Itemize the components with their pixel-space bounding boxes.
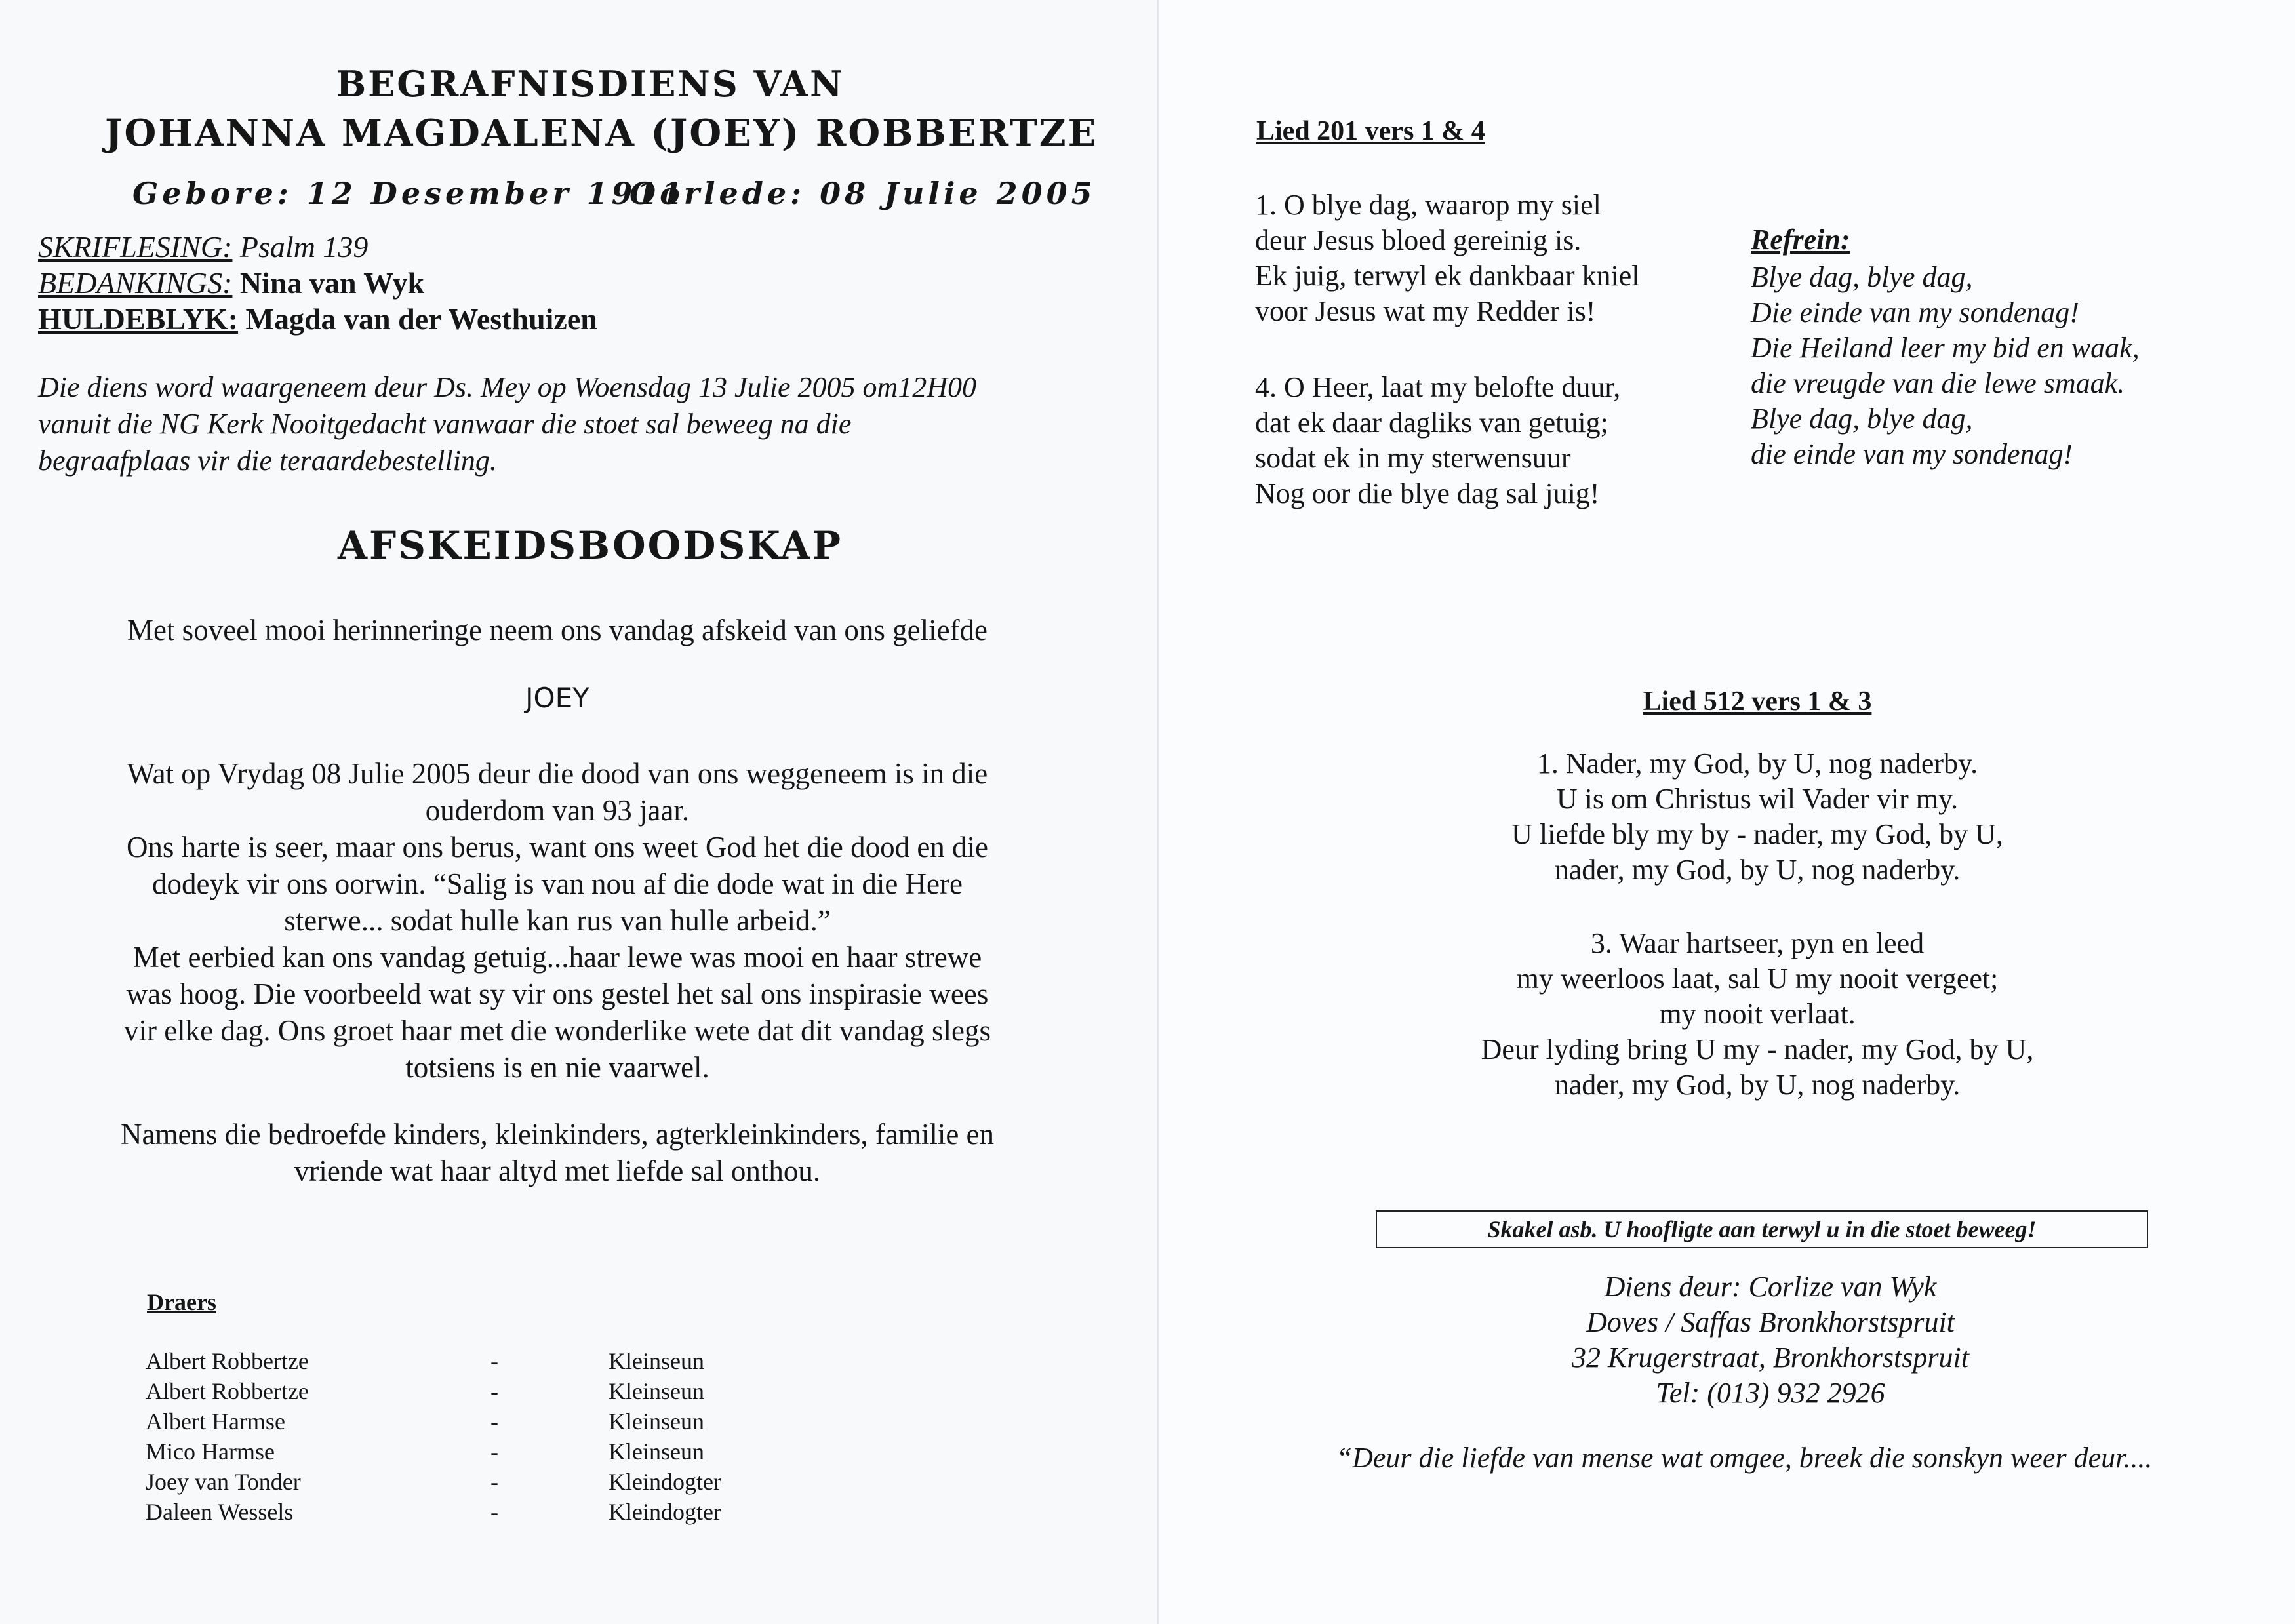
hymn-line: 1. Nader, my God, by U, nog naderby. [1536,747,1978,780]
pallbearer-dash: - [490,1438,498,1465]
notice-text: Skakel asb. U hoofligte aan terwyl u in die stoet beweeg! [1487,1216,2037,1242]
refrain-line: Blye dag, blye dag, [1751,403,1973,435]
hymn-line: 4. O Heer, laat my belofte duur, [1255,371,1621,403]
hymn-line: dat ek daar dagliks van getuig; [1255,406,1608,439]
pallbearer-name: Albert Robbertze [146,1378,309,1404]
closing-line: Namens die bedroefde kinders, kleinkinders, agterkleinkinders, familie en [120,1118,995,1151]
pallbearer-dash: - [490,1469,498,1495]
hymn-line: voor Jesus wat my Redder is! [1255,295,1596,327]
director-line: 32 Krugerstraat, Bronkhorstspruit [1572,1341,1969,1374]
pallbearer-relation: Kleinseun [609,1378,704,1404]
farewell-heading: AFSKEIDSBOODSKAP [338,523,843,568]
field-tribute [38,302,597,336]
director-line: Tel: (013) 932 2926 [1656,1377,1885,1409]
message-line: Ons harte is seer, maar ons berus, want ons weet God het die dood en die [126,831,989,863]
field-scripture [38,229,368,264]
pallbearers-heading: Draers [147,1289,216,1315]
field-label: HULDEBLYK: [38,302,239,336]
hymn-line: Nog oor die blye dag sal juig! [1255,477,1600,509]
refrain-line: Die Heiland leer my bid en waak, [1751,332,2140,364]
refrain-line: die vreugde van die lewe smaak. [1751,367,2125,399]
hymn-line: 1. O blye dag, waarop my siel [1255,189,1601,221]
hymn-line: sodat ek in my sterwensuur [1255,442,1571,474]
hymn-512-title: Lied 512 vers 1 & 3 [1643,686,1872,717]
farewell-message [39,755,1075,1086]
closing-message [39,1116,1075,1189]
birth-date: Gebore: 12 Desember 1911 [132,176,687,211]
field-value: Nina van Wyk [239,266,425,300]
closing-quote: “Deur die liefde van mense wat omgee, breek die sonskyn weer deur.... [1336,1442,2153,1474]
pallbearer-name: Daleen Wessels [146,1499,294,1525]
hymn-line: deur Jesus bloed gereinig is. [1255,224,1582,256]
pallbearer-relation: Kleinseun [609,1348,704,1374]
pallbearer-relation: Kleindogter [609,1469,721,1495]
pallbearer-name: Mico Harmse [146,1438,275,1465]
director-line: Diens deur: Corlize van Wyk [1604,1271,1937,1303]
death-date: Oorlede: 08 Julie 2005 [629,176,1096,211]
refrain [1751,260,2140,472]
pallbearer-dash: - [490,1378,498,1404]
pallbearer-name: Albert Robbertze [146,1348,309,1374]
director-line: Doves / Saffas Bronkhorstspruit [1586,1306,1955,1338]
hymn-line: my nooit verlaat. [1659,998,1856,1030]
closing-line: vriende wat haar altyd met liefde sal onthou. [294,1155,821,1187]
message-line: Wat op Vrydag 08 Julie 2005 deur die dood van ons weggeneem is in die [127,757,988,790]
hymn-512-verse-3 [1331,926,2184,1103]
field-value: Psalm 139 [239,230,369,264]
pallbearer-name: Albert Harmse [146,1408,285,1435]
title-line-2: JOHANNA MAGDALENA (JOEY) ROBBERTZE [105,111,1098,155]
intro-line: begraafplaas vir die teraardebestelling. [38,445,497,477]
service-intro [38,369,1153,479]
message-line: vir elke dag. Ons groet haar met die wonderlike wete dat dit vandag slegs [123,1014,991,1047]
hymn-line: U is om Christus wil Vader vir my. [1556,783,1959,815]
hymn-line: nader, my God, by U, nog naderby. [1554,1069,1961,1101]
fold-line [1157,0,1159,1624]
message-line: totsiens is en nie vaarwel. [405,1051,709,1084]
pallbearer-dash: - [490,1408,498,1435]
refrain-line: die einde van my sondenag! [1751,438,2073,470]
hymn-201-verse-1 [1255,188,1639,329]
pallbearer-name: Joey van Tonder [146,1469,301,1495]
intro-line: Die diens word waargeneem deur Ds. Mey op Woensdag 13 Julie 2005 om12H00 [38,371,977,403]
pallbearer-relation: Kleinseun [609,1438,704,1465]
field-thanks [38,266,424,300]
intro-line: vanuit die NG Kerk Nooitgedacht vanwaar die stoet sal beweeg na die [38,408,852,440]
message-line: Met eerbied kan ons vandag getuig...haar lewe was mooi en haar strewe [132,941,982,974]
hymn-201-title: Lied 201 vers 1 & 4 [1256,116,1485,146]
refrain-line: Blye dag, blye dag, [1751,261,1973,293]
pallbearer-dash: - [490,1499,498,1525]
pallbearer-relation: Kleindogter [609,1499,721,1525]
hymn-512-verse-1 [1331,746,2184,888]
headlights-notice [1376,1210,2148,1248]
field-label: BEDANKINGS: [38,266,233,300]
refrain-line: Die einde van my sondenag! [1751,296,2079,328]
field-label: SKRIFLESING: [38,230,233,264]
refrain-heading: Refrein: [1751,224,1850,256]
hymn-201-verse-4 [1255,370,1620,511]
funeral-director-info [1410,1269,2131,1411]
hymn-line: nader, my God, by U, nog naderby. [1554,854,1961,886]
hymn-line: 3. Waar hartseer, pyn en leed [1590,927,1925,959]
pallbearer-dash: - [490,1348,498,1374]
hymn-line: U liefde bly my by - nader, my God, by U, [1511,818,2003,850]
hymn-line: my weerloos laat, sal U my nooit vergeet; [1516,962,1999,995]
message-line: dodeyk vir ons oorwin. “Salig is van nou af die dode wat in die Here [152,867,963,900]
message-line: was hoog. Die voorbeeld wat sy vir ons gestel het sal ons inspirasie wees [126,978,989,1010]
hymn-line: Ek juig, terwyl ek dankbaar kniel [1255,260,1640,292]
message-line: ouderdom van 93 jaar. [425,794,690,827]
deceased-name: JOEY [525,682,589,714]
title-line-1: BEGRAFNISDIENS VAN [336,63,845,105]
message-line: sterwe... sodat hulle kan rus van hulle arbeid.” [284,904,831,937]
opening-line: Met soveel mooi herinneringe neem ons vandag afskeid van ons geliefde [127,614,988,646]
field-value: Magda van der Westhuizen [245,302,597,336]
hymn-line: Deur lyding bring U my - nader, my God, by U, [1481,1033,2034,1065]
pallbearer-relation: Kleinseun [609,1408,704,1435]
